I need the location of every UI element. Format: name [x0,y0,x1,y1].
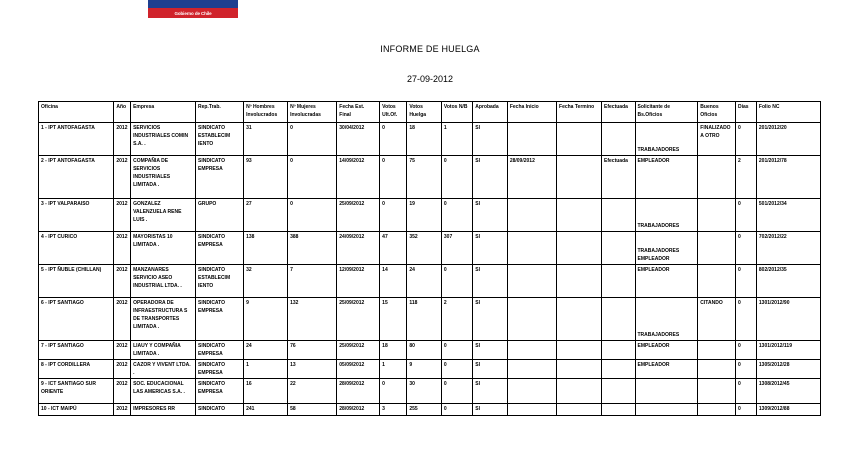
table-cell: 0 [735,199,756,232]
table-row [39,123,821,156]
table-cell: 16 [244,379,288,404]
table-cell [557,232,602,265]
column-header: Año [114,102,131,123]
table-cell [698,404,736,416]
table-cell: SI [473,156,508,199]
table-cell [507,232,556,265]
table-cell: 2 [441,298,472,341]
logo-text: Gobierno de Chile [148,8,238,18]
table-cell: EMPLEADOR [635,341,698,360]
table-cell: 0 [735,232,756,265]
table-cell: 7 - IPT SANTIAGO [39,341,114,360]
logo-blue-band [148,0,238,8]
column-header: Rep.Trab. [195,102,243,123]
strike-report-table [38,101,821,416]
column-header: Votos Huelga [407,102,442,123]
table-row [39,341,821,360]
table-cell: 28/09/2012 [337,379,380,404]
table-cell [507,379,556,404]
report-date: 27-09-2012 [406,74,454,84]
table-cell: SINDICATO [195,404,243,416]
table-cell: SINDICATO EMPRESA [195,341,243,360]
table-cell: 10 - ICT MAIPÚ [39,404,114,416]
table-cell: 1301/2012/119 [756,341,820,360]
column-header: Folio NC [756,102,820,123]
table-cell [698,379,736,404]
table-cell [557,265,602,298]
table-cell: 1308/2012/45 [756,379,820,404]
table-cell [557,379,602,404]
table-cell [602,199,635,232]
table-cell: 9 [407,360,442,379]
table-cell: 05/09/2012 [337,360,380,379]
table-body [39,123,821,416]
table-cell: 2012 [114,341,131,360]
table-cell: 0 [735,341,756,360]
table-cell: 0 [441,404,472,416]
table-cell: LIAUY Y COMPAÑIA LIMITADA . [131,341,196,360]
table-cell: 93 [244,156,288,199]
table-cell: 8 - IPT CORDILLERA [39,360,114,379]
table-cell: 138 [244,232,288,265]
table-cell: 80 [407,341,442,360]
table-cell: SI [473,379,508,404]
table-cell [507,404,556,416]
table-cell: 0 [288,199,337,232]
table-cell: 1309/2012/88 [756,404,820,416]
table-cell: 0 [441,360,472,379]
table-cell: 2012 [114,379,131,404]
column-header: Buenos Oficios [698,102,736,123]
table-cell: 1 [380,360,407,379]
table-cell: 28/09/2012 [337,404,380,416]
table-cell: 0 [288,156,337,199]
table-cell: 2012 [114,360,131,379]
column-header: Votos N/B [441,102,472,123]
table-cell: 28/09/2012 [507,156,556,199]
table-cell: COMPAÑIA DE SERVICIOS INDUSTRIALES LIMITADA . [131,156,196,199]
table-cell [557,199,602,232]
column-header: Aprobada [473,102,508,123]
table-cell: 27 [244,199,288,232]
table-cell: 702/2012/22 [756,232,820,265]
table-cell: 4 - IPT CURICO [39,232,114,265]
table-cell: 6 - IPT SANTIAGO [39,298,114,341]
table-cell: CITANDO [698,298,736,341]
table-cell: 18 [380,341,407,360]
table-cell: 352 [407,232,442,265]
table-cell [507,360,556,379]
table-cell [557,298,602,341]
table-cell: 31 [244,123,288,156]
table-cell: 1 [441,123,472,156]
table-cell [602,341,635,360]
table-cell [507,123,556,156]
table-cell [698,360,736,379]
table-cell: 3 - IPT VALPARAISO [39,199,114,232]
table-cell: 19 [407,199,442,232]
table-cell: 201/2012/20 [756,123,820,156]
table-cell: 18 [407,123,442,156]
table-cell [635,404,698,416]
table-cell: 0 [735,265,756,298]
table-cell: 1 - IPT ANTOFAGASTA [39,123,114,156]
table-row [39,199,821,232]
table-cell [602,360,635,379]
table-cell: 0 [735,379,756,404]
table-cell: 2012 [114,232,131,265]
table-cell: 12/09/2012 [337,265,380,298]
table-cell: 47 [380,232,407,265]
table-cell: 2 [735,156,756,199]
table-cell: 25/09/2012 [337,341,380,360]
table-cell: 2012 [114,298,131,341]
table-cell: 7 [288,265,337,298]
table-cell [698,156,736,199]
column-header: Nº Hombres Involucrados [244,102,288,123]
table-cell: EMPLEADOR [635,265,698,298]
table-cell: CAZOR Y VIVENT LTDA. . [131,360,196,379]
table-cell: 2 - IPT ANTOFAGASTA [39,156,114,199]
table-cell: 32 [244,265,288,298]
table-header-row [39,102,821,123]
table-cell [698,341,736,360]
table-row [39,298,821,341]
table-cell: 58 [288,404,337,416]
table-cell: SINDICATO EMPRESA [195,379,243,404]
table-cell: SINDICATO EMPRESA [195,360,243,379]
column-header: Nº Mujeres Involucradas [288,102,337,123]
table-cell: 1305/2012/28 [756,360,820,379]
table-cell: 802/2012/35 [756,265,820,298]
table-cell: 388 [288,232,337,265]
table-cell [602,232,635,265]
table-cell: 9 [244,298,288,341]
table-cell: 2012 [114,265,131,298]
table-cell: 30 [407,379,442,404]
table-cell: 14/09/2012 [337,156,380,199]
table-cell: 24 [244,341,288,360]
table-cell [602,123,635,156]
table-cell: 25/09/2012 [337,298,380,341]
table-cell: 201/2012/78 [756,156,820,199]
table-cell [557,156,602,199]
table-row [39,265,821,298]
table-cell: 2012 [114,156,131,199]
table-cell: SI [473,404,508,416]
table-cell: SI [473,298,508,341]
table-cell: 2012 [114,123,131,156]
table-cell: MAYORISTAS 10 LIMITADA . [131,232,196,265]
table-cell: 255 [407,404,442,416]
table-cell: 0 [288,123,337,156]
table-cell: 501/2012/34 [756,199,820,232]
table-cell: 0 [441,156,472,199]
table-cell: MANZANARES SERVICIO ASEO INDUSTRIAL LTDA. . [131,265,196,298]
table-cell: 0 [735,404,756,416]
table-cell: 75 [407,156,442,199]
table-row [39,232,821,265]
table-cell: 0 [441,199,472,232]
table-cell [602,298,635,341]
table-cell: 1 [244,360,288,379]
table-cell: 0 [441,379,472,404]
table-cell [557,341,602,360]
table-cell: 15 [380,298,407,341]
table-cell: SI [473,232,508,265]
column-header: Oficina [39,102,114,123]
table-cell: SI [473,341,508,360]
column-header: Días [735,102,756,123]
table-cell [698,232,736,265]
table-cell: SINDICATO EMPRESA [195,232,243,265]
table-cell: 2012 [114,404,131,416]
table-cell: 0 [735,123,756,156]
table-cell [602,379,635,404]
table-cell: 25/09/2012 [337,199,380,232]
table-cell: 0 [380,156,407,199]
table-cell: Efectuada [602,156,635,199]
column-header: Fecha Termino [557,102,602,123]
table-cell: TRABAJADORES [635,199,698,232]
table-cell: 3 [380,404,407,416]
table-cell [507,341,556,360]
table-cell: 30/04/2012 [337,123,380,156]
table-cell: SI [473,199,508,232]
table-cell: SI [473,123,508,156]
table-cell: 24 [407,265,442,298]
column-header: Empresa [131,102,196,123]
table-cell [698,199,736,232]
table-cell: 1301/2012/90 [756,298,820,341]
column-header: Efectuada [602,102,635,123]
table-row [39,156,821,199]
table-cell [698,265,736,298]
table-cell: EMPLEADOR [635,360,698,379]
column-header: Fecha Inicio [507,102,556,123]
table-cell: 9 - ICT SANTIAGO SUR ORIENTE [39,379,114,404]
table-cell: 241 [244,404,288,416]
table-cell [507,298,556,341]
report-title: INFORME DE HUELGA [380,44,480,54]
table-cell: SI [473,265,508,298]
table-cell: TRABAJADORES [635,298,698,341]
table-cell: 0 [380,379,407,404]
table-cell: EMPLEADOR [635,156,698,199]
table-cell [507,199,556,232]
table-cell: 307 [441,232,472,265]
table-cell: IMPRESORES RR [131,404,196,416]
table-cell: FINALIZADO A OTRO [698,123,736,156]
table-cell: SINDICATO ESTABLECIM IENTO [195,265,243,298]
table-cell [557,123,602,156]
table-cell [602,404,635,416]
column-header: Fecha Est. Final [337,102,380,123]
table-cell [507,265,556,298]
table-cell [635,379,698,404]
table-cell: 0 [441,341,472,360]
table-cell: 0 [380,199,407,232]
table-cell: 14 [380,265,407,298]
table-cell: 76 [288,341,337,360]
table-cell: TRABAJADORES EMPLEADOR [635,232,698,265]
table-cell [557,404,602,416]
table-cell: 2012 [114,199,131,232]
table-row [39,379,821,404]
table-cell [602,265,635,298]
government-logo [148,0,238,18]
table-cell: SERVICIOS INDUSTRIALES COMIN S.A. . [131,123,196,156]
table-cell: GRUPO [195,199,243,232]
table-cell: TRABAJADORES [635,123,698,156]
table-cell: 0 [380,123,407,156]
table-cell: SI [473,360,508,379]
column-header: Solicitante de Bs.Oficios [635,102,698,123]
table-row [39,360,821,379]
table-cell: SINDICATO EMPRESA [195,298,243,341]
table-cell: OPERADORA DE INFRAESTRUCTURA S DE TRANSPORTES LIMITADA . [131,298,196,341]
table-cell: 118 [407,298,442,341]
table-cell: SOC. EDUCACIONAL LAS AMERICAS S.A. . [131,379,196,404]
table-cell: 22 [288,379,337,404]
table-cell: SINDICATO EMPRESA [195,156,243,199]
table-cell: 0 [735,360,756,379]
table-cell: 0 [441,265,472,298]
column-header: Votos Ult.Of. [380,102,407,123]
table-cell [557,360,602,379]
table-cell: GONZALEZ VALENZUELA RENE LUIS . [131,199,196,232]
table-cell: 13 [288,360,337,379]
table-cell: 132 [288,298,337,341]
table-cell: 0 [735,298,756,341]
table-cell: SINDICATO ESTABLECIM IENTO [195,123,243,156]
table-row [39,404,821,416]
table-cell: 24/09/2012 [337,232,380,265]
table-header [39,102,821,123]
table-cell: 5 - IPT ÑUBLE (CHILLAN) [39,265,114,298]
